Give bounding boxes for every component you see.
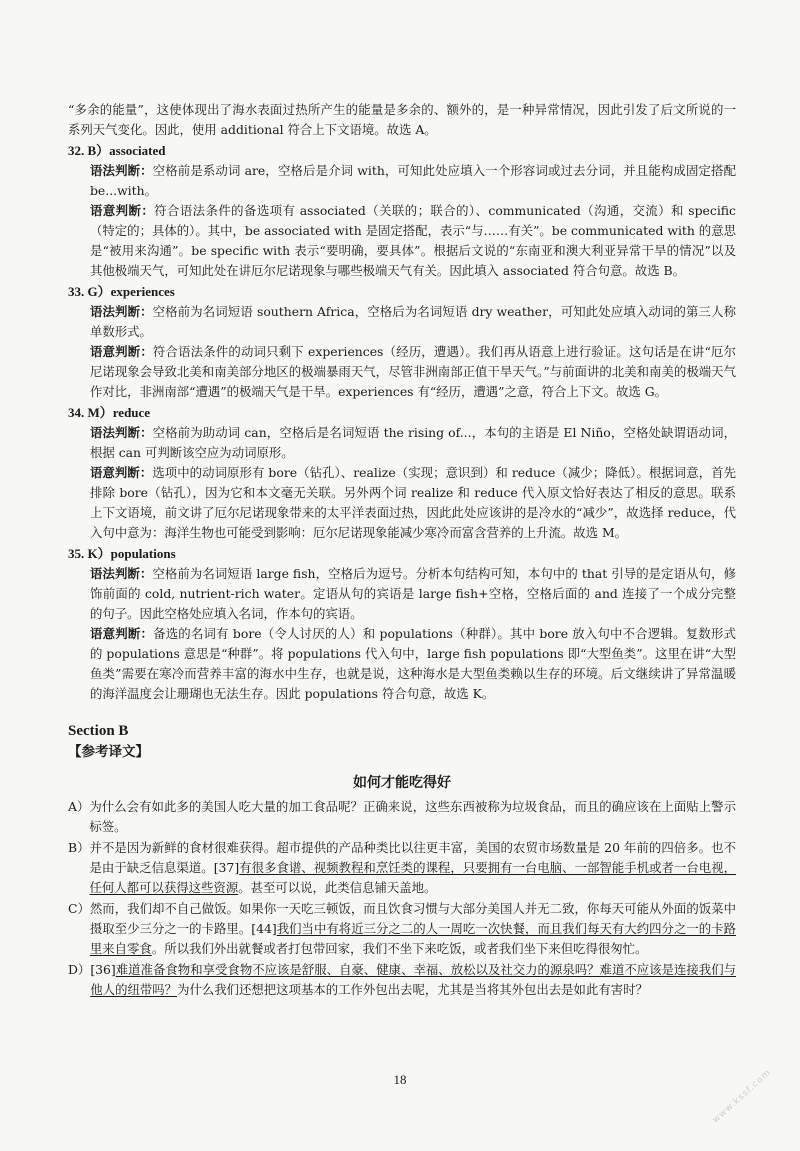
grammar-analysis bbox=[68, 161, 736, 201]
grammar-analysis-label: 语法判断： bbox=[90, 425, 153, 440]
meaning-analysis-text: 选项中的动词原形有 bore（钻孔）、realize（实现；意识到）和 reduce（减少；降低）。根据词意，首先排除 bore（钻孔），因为它和本文毫无关联。另外两个词 realize 和 reduce 代入原文恰好表达了相反的意思。联系上下文语境，前文讲了厄尔尼诺现象带来的太平洋表面过热，因此此处应该讲的是冷水的“减少”，故选择 reduce，代入句中意为：海洋生物也可能受到影响：厄尔尼诺现象能减少寒冷而富含营养的上升流。故选 M。 bbox=[90, 465, 736, 540]
document-page bbox=[68, 100, 736, 1000]
grammar-analysis bbox=[68, 423, 736, 463]
meaning-analysis bbox=[68, 342, 736, 402]
grammar-analysis-label: 语法判断： bbox=[90, 304, 153, 319]
paragraph-text bbox=[89, 797, 736, 837]
page-number: 18 bbox=[393, 1072, 407, 1087]
text-span: [36] bbox=[90, 962, 116, 977]
meaning-analysis-label: 语意判断： bbox=[90, 203, 155, 218]
intro-paragraph: “多余的能量”，这使体现出了海水表面过热所产生的能量是多余的、额外的，是一种异常情况，因此引发了后文所说的一系列天气变化。因此，使用 additional 符合上下文语境。故选 A。 bbox=[68, 102, 736, 137]
meaning-analysis bbox=[68, 624, 736, 704]
grammar-analysis-text: 空格前为名词短语 large fish，空格后为逗号。分析本句结构可知，本句中的 that 引导的是定语从句，修饰前面的 cold, nutrient-rich water。定语从句的宾语是 large fish+空格，空格后面的 and 连接了一个成分完整的句子。因此空格处应填入名词，作本句的宾语。 bbox=[90, 566, 736, 621]
text-span: 并不是因为新鲜的食材很难获得。超市提供的产品种类比以往更丰富，美国的农贸市场数量是 20 年前的四倍多。也不是由于缺乏信息渠道。[37] bbox=[89, 840, 736, 875]
meaning-analysis-text: 符合语法条件的动词只剩下 experiences（经历，遭遇）。我们再从语意上进行验证。这句话是在讲“厄尔尼诺现象会导致北美和南美部分地区的极端暴雨天气，尽管非洲南部正值干旱天气。”与前面讲的北美和南美的极端天气作对比，非洲南部“遭遇”的极端天气是干旱。experiences 有“经历，遭遇”之意，符合上下文。故选 G。 bbox=[90, 344, 736, 399]
meaning-analysis-label: 语意判断： bbox=[90, 344, 153, 359]
paragraph-label: C） bbox=[68, 901, 90, 916]
paragraph-text bbox=[90, 960, 736, 1000]
translation-paragraph bbox=[68, 838, 736, 898]
translation-paragraph bbox=[68, 960, 736, 1000]
grammar-analysis bbox=[68, 302, 736, 342]
text-span: 为什么会有如此多的美国人吃大量的加工食品呢？正确来说，这些东西被称为垃圾食品，而且的确应该在上面贴上警示标签。 bbox=[89, 799, 736, 834]
section-heading: Section B bbox=[68, 723, 129, 739]
meaning-analysis-text: 符合语法条件的备选项有 associated（关联的；联合的）、communicated（沟通，交流）和 specific（特定的；具体的）。其中，be associated with 是固定搭配，表示“与……有关”。be communicated with 的意思是“被用来沟通”。be specific with 表示“要明确，要具体”。根据后文说的“东南亚和澳大利亚异常干旱的情况”以及其他极端天气，可知此处在讲厄尔尼诺现象与哪些极端天气有关。因此填入 associated 符合句意。故选 B。 bbox=[90, 203, 736, 278]
translation-paragraphs bbox=[68, 797, 736, 1000]
meaning-analysis bbox=[68, 463, 736, 543]
question-answer-heading: 32. B）associated bbox=[68, 143, 166, 158]
text-span: 为什么我们还想把这项基本的工作外包出去呢，尤其是当将其外包出去是如此有害时？ bbox=[177, 982, 648, 997]
meaning-analysis-label: 语意判断： bbox=[90, 626, 154, 641]
watermark: www.kssf.com bbox=[710, 1067, 774, 1126]
text-span: 。甚至可以说，此类信息铺天盖地。 bbox=[238, 880, 437, 895]
text-span: 然而，我们却不自己做饭。如果你一天吃三顿饭，而且饮食习惯与大部分美国人并无二致，你每天可能从外面的饭菜中摄取至少三分之一的卡路里。[44] bbox=[89, 901, 736, 936]
grammar-analysis bbox=[68, 564, 736, 624]
underlined-answer-span: 我们当中有将近三分之二的人一周吃一次快餐，而且我们每天有大约四分之一的卡路里来自零食 bbox=[89, 921, 737, 956]
underlined-answer-span: 难道准备食物和享受食物不应该是舒服、自豪、健康、幸福、放松以及社交力的源泉吗？难道不应该是连接我们与他人的纽带吗？ bbox=[90, 962, 736, 997]
meaning-analysis-text: 备选的名词有 bore（令人讨厌的人）和 populations（种群）。其中 bore 放入句中不合逻辑。复数形式的 populations 意思是“种群”。将 populations 代入句中，large fish populations 即“大型鱼类”。这里在讲“大型鱼类”需要在寒冷而营养丰富的海水中生存，也就是说，这种海水是大型鱼类赖以生存的环境。后文继续讲了异常温暖的海洋温度会让珊瑚也无法生存。因此 populations 符合句意，故选 K。 bbox=[90, 626, 736, 701]
grammar-analysis-text: 空格前是系动词 are，空格后是介词 with，可知此处应填入一个形容词或过去分词，并且能构成固定搭配 be...with。 bbox=[90, 163, 736, 198]
paragraph-text bbox=[90, 838, 737, 898]
translation-paragraph bbox=[68, 797, 736, 837]
meaning-analysis-label: 语意判断： bbox=[90, 465, 153, 480]
underlined-answer-span: 有很多食谱、视频教程和烹饪类的课程，只要拥有一台电脑、一部智能手机或者一台电视，任何人都可以获得这些资源 bbox=[89, 860, 737, 895]
question-answer-heading: 34. M）reduce bbox=[68, 405, 151, 420]
meaning-analysis bbox=[68, 201, 736, 281]
grammar-analysis-text: 空格前为名词短语 southern Africa，空格后为名词短语 dry weather，可知此处应填入动词的第三人称单数形式。 bbox=[90, 304, 736, 339]
paragraph-label: A） bbox=[68, 799, 90, 814]
text-span: 。所以我们外出就餐或者打包带回家，我们不坐下来吃饭，或者我们坐下来但吃得很匆忙。 bbox=[151, 941, 648, 956]
answer-explanations bbox=[68, 141, 736, 704]
question-answer-heading: 35. K）populations bbox=[68, 546, 176, 561]
paragraph-label: B） bbox=[68, 840, 90, 855]
paragraph-label: D） bbox=[68, 962, 91, 977]
reference-translation-label: 【参考译文】 bbox=[68, 744, 149, 760]
passage-title: 如何才能吃得好 bbox=[353, 775, 451, 791]
translation-paragraph bbox=[68, 899, 736, 959]
paragraph-text bbox=[90, 899, 736, 959]
grammar-analysis-text: 空格前为助动词 can，空格后是名词短语 the rising of...，本句的主语是 El Niño，空格处缺谓语动词，根据 can 可判断该空应为动词原形。 bbox=[90, 425, 736, 460]
question-answer-heading: 33. G）experiences bbox=[68, 284, 175, 299]
grammar-analysis-label: 语法判断： bbox=[90, 163, 153, 178]
grammar-analysis-label: 语法判断： bbox=[90, 566, 153, 581]
